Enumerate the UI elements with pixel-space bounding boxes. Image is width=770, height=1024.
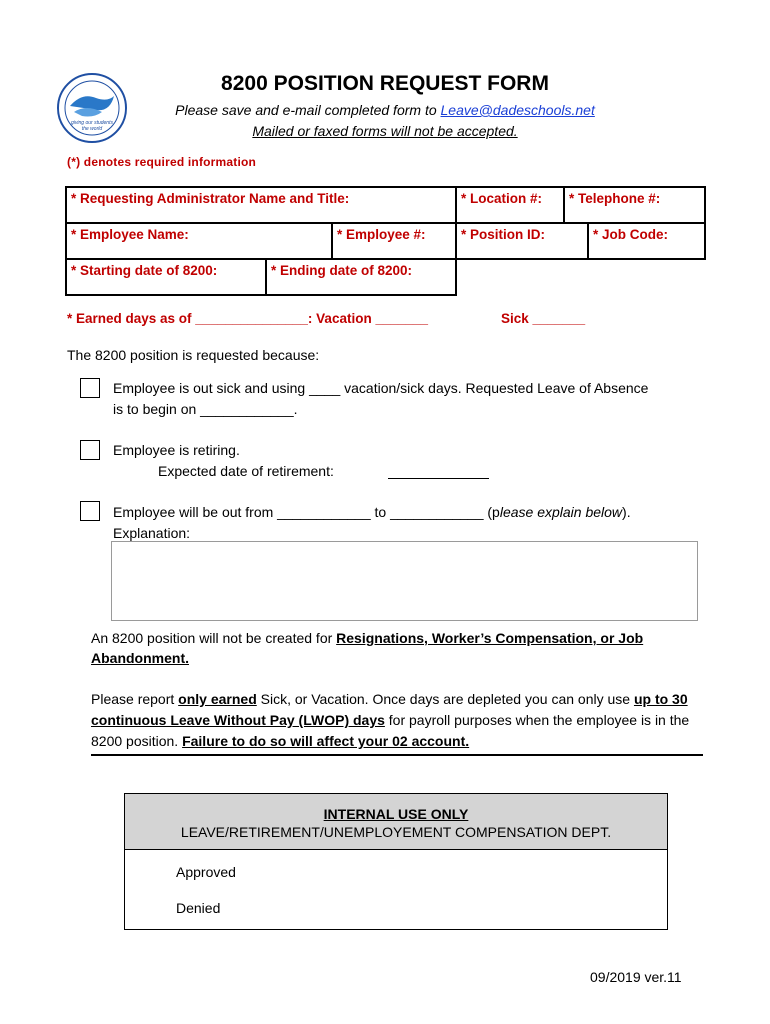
retiring-text: Employee is retiring. xyxy=(113,442,240,458)
denied-option[interactable]: Denied xyxy=(176,900,221,916)
start-date-label: * Starting date of 8200: xyxy=(71,263,218,278)
employee-number-label: * Employee #: xyxy=(337,227,426,242)
notice-earned-b1: only earned xyxy=(178,691,257,707)
admin-name-label: * Requesting Administrator Name and Title: xyxy=(71,191,350,206)
telephone-field[interactable] xyxy=(563,186,706,224)
employee-name-label: * Employee Name: xyxy=(71,227,189,242)
internal-use-header xyxy=(125,794,667,850)
svg-text:giving our students: giving our students xyxy=(71,120,113,126)
notice-earned-b2: up to 30 continuous Leave Without Pay (LWOP) days xyxy=(91,691,688,728)
submit-instructions xyxy=(0,102,770,118)
out-period-italic: lease explain below xyxy=(499,504,623,520)
notice-no-position-bold: Resignations, Worker’s Compensation, or Job Abandonment. xyxy=(91,630,644,666)
out-period-text xyxy=(113,504,631,520)
position-id-label: * Position ID: xyxy=(461,227,545,242)
mail-warning: Mailed or faxed forms will not be accepted. xyxy=(252,123,518,139)
retirement-date-label: Expected date of retirement: xyxy=(158,463,334,479)
reason-intro: The 8200 position is requested because: xyxy=(67,347,320,363)
location-field[interactable] xyxy=(455,186,565,224)
retirement-date-blank[interactable] xyxy=(388,478,489,479)
out-sick-text-2: is to begin on ____________. xyxy=(113,401,298,417)
svg-text:the world: the world xyxy=(81,126,103,132)
approved-option[interactable]: Approved xyxy=(176,864,236,880)
notice-no-position-prefix: An 8200 position will not be created for xyxy=(91,630,337,646)
form-title: 8200 POSITION REQUEST FORM xyxy=(221,72,549,95)
retiring-checkbox[interactable] xyxy=(80,440,100,460)
telephone-label: * Telephone #: xyxy=(569,191,661,206)
job-code-field[interactable] xyxy=(587,222,706,260)
notice-earned-p3: for payroll purposes when the employee is in the 8200 position. xyxy=(91,712,690,749)
explanation-textarea[interactable] xyxy=(111,541,698,621)
out-sick-checkbox[interactable] xyxy=(80,378,100,398)
version-footer: 09/2019 ver.11 xyxy=(590,969,682,985)
out-period-suffix: ). xyxy=(622,504,631,520)
out-period-prefix: Employee will be out from ____________ to ____________ (p xyxy=(113,504,500,520)
notice-no-position xyxy=(91,628,701,668)
internal-use-subtitle: LEAVE/RETIREMENT/UNEMPLOYEMENT COMPENSATION DEPT. xyxy=(180,824,612,840)
employee-number-field[interactable] xyxy=(331,222,457,260)
explanation-label: Explanation: xyxy=(113,525,191,541)
end-date-label: * Ending date of 8200: xyxy=(271,263,413,278)
notice-earned-p1: Please report xyxy=(91,691,179,707)
required-note: (*) denotes required information xyxy=(67,155,257,169)
location-label: * Location #: xyxy=(461,191,543,206)
instructions-text: Please save and e-mail completed form to xyxy=(175,102,441,118)
start-date-field[interactable] xyxy=(65,258,267,296)
notice-earned-b3: Failure to do so will affect your 02 account. xyxy=(182,733,470,749)
notice-earned-p2: Sick, or Vacation. Once days are depleted you can only use xyxy=(256,691,634,707)
position-id-field[interactable] xyxy=(455,222,589,260)
earned-days-line: * Earned days as of _______________: Vacation _______ xyxy=(67,311,428,326)
out-period-checkbox[interactable] xyxy=(80,501,100,521)
admin-name-field[interactable] xyxy=(65,186,457,224)
out-sick-text-1: Employee is out sick and using ____ vacation/sick days. Requested Leave of Absence xyxy=(113,380,649,396)
internal-use-box xyxy=(124,793,668,930)
end-date-field[interactable] xyxy=(265,258,457,296)
email-link[interactable]: Leave@dadeschools.net xyxy=(440,102,595,118)
sick-days-line: Sick _______ xyxy=(501,311,586,326)
internal-use-title: INTERNAL USE ONLY xyxy=(323,806,469,822)
employee-name-field[interactable] xyxy=(65,222,333,260)
job-code-label: * Job Code: xyxy=(593,227,669,242)
notice-earned-only xyxy=(91,689,703,756)
